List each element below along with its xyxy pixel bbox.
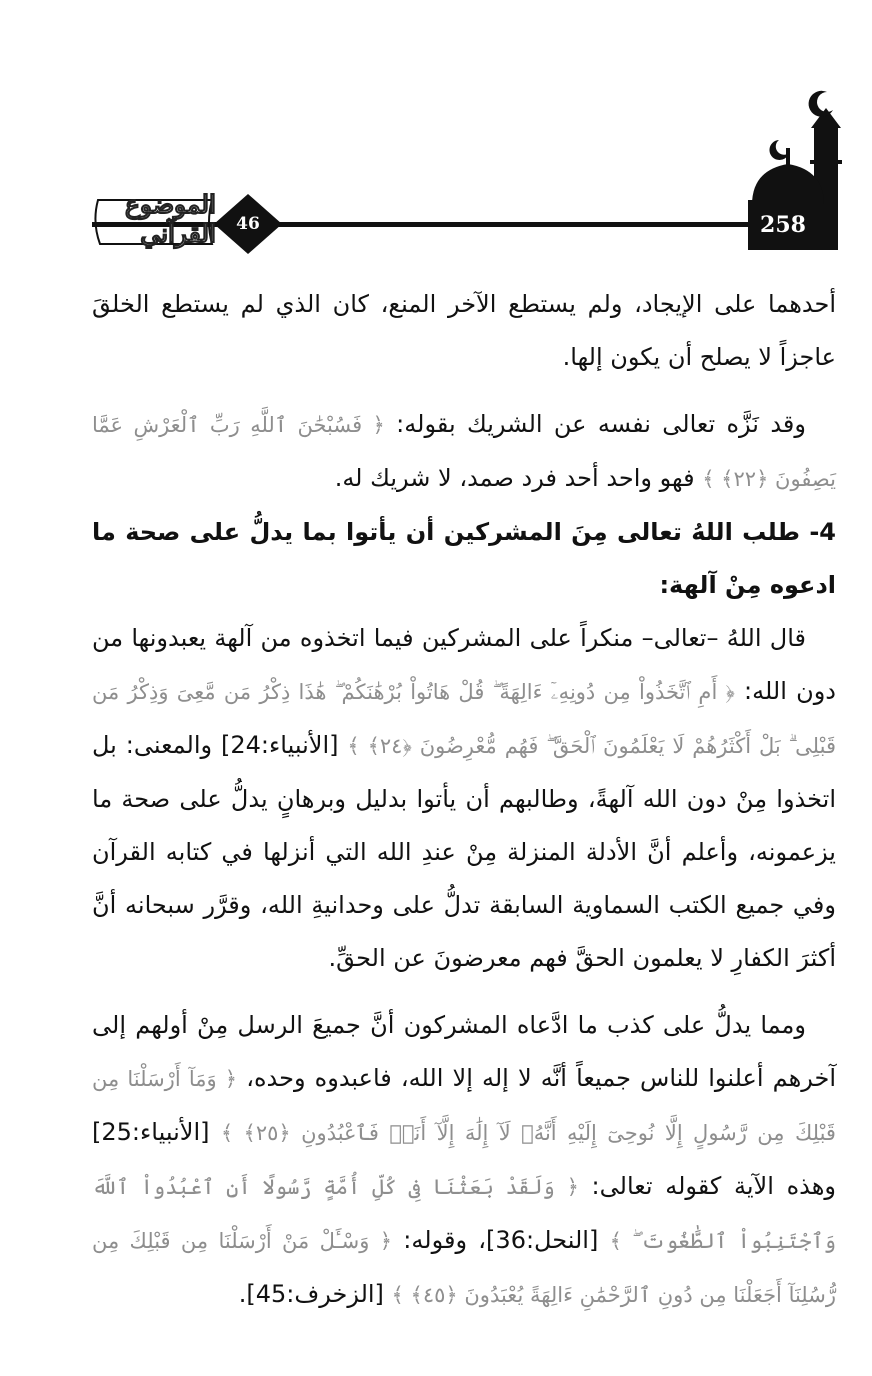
section-number: 46: [236, 214, 260, 234]
quran-verse: ﴿ وَلَقَدْ بَعَثْنَا فِى كُلِّ أُمَّةٍ رَّسُولًا أَنِ ٱعْبُدُواْ ٱللَّهَ وَٱجْتَنِبُواْ ٱلطَّٰغُوتَ ۖ ﴾: [92, 1175, 837, 1253]
quran-verse: ﴿ وَسْـَٔلْ مَنْ أَرْسَلْنَا مِن قَبْلِكَ مِن رُّسُلِنَآ أَجَعَلْنَا مِن دُونِ ٱلرَّحْمَٰنِ ءَالِهَةً يُعْبَدُونَ ﴿٤٥﴾ ﴾: [92, 1229, 836, 1307]
paragraph-2-tail: فهو واحد أحد فرد صمد، لا شريك له.: [334, 464, 703, 492]
page-number: 258: [760, 212, 806, 238]
verse-reference: [الزخرف:45].: [238, 1280, 392, 1308]
page-body: [92, 278, 836, 1322]
quran-verse: ﴿ وَمَآ أَرْسَلْنَا مِن قَبْلِكَ مِن رَّسُولٍ إِلَّا نُوحِىٓ إِلَيْهِ أَنَّهُۥ لَآ إِلَٰهَ إِلَّآ أَنَا۠ فَٱعْبُدُونِ ﴿٢٥﴾ ﴾: [92, 1067, 836, 1145]
paragraph-3-tail: [الأنبياء:24] والمعنى: بل اتخذوا مِنْ دون الله آلهةً، وطالبهم أن يأتوا بدليل وبرهانٍ يدلُّ على صحة ما يزعمونه، وأعلم أنَّ الأدلة المنزلة مِنْ عندِ الله التي أنزلها في كتابه القرآن وفي جميع الكتب السماوية السابقة تدلُّ على وحدانيةِ الله، وقرَّر سبحانه أنَّ أكثرَ الكفارِ لا يعلمون الحقَّ فهم معرضونَ عن الحقِّ.: [92, 731, 836, 972]
paragraph-1: أحدهما على الإيجاد، ولم يستطع الآخر المنع، كان الذي لم يستطع الخلقَ عاجزاً لا يصلح أن يكون إلها.: [92, 290, 836, 371]
paragraph-2-text: وقد نَزَّه تعالى نفسه عن الشريك بقوله:: [384, 410, 806, 438]
paragraph-4: [92, 999, 836, 1322]
verse-reference: [الأنبياء:25] وهذه الآية كقوله تعالى:: [92, 1118, 837, 1200]
verse-reference: [النحل:36]، وقوله:: [392, 1226, 610, 1254]
book-title: الموضوع القرآني: [125, 190, 216, 248]
quran-verse: ﴿ فَسُبْحَٰنَ ٱللَّهِ رَبِّ ٱلْعَرْشِ عَمَّا يَصِفُونَ ﴿٢٢﴾ ﴾: [92, 413, 836, 491]
quran-verse: ﴿ أَمِ ٱتَّخَذُواْ مِن دُونِهِۦٓ ءَالِهَةً ۖ قُلْ هَاتُواْ بُرْهَٰنَكُمْ ۖ هَٰذَا ذِكْرُ مَن مَّعِىَ وَذِكْرُ مَن قَبْلِى ۗ بَلْ أَكْثَرُهُمْ لَا يَعْلَمُونَ ٱلْحَقَّ ۖ فَهُم مُّعْرِضُونَ ﴿٢٤﴾ ﴾: [92, 680, 836, 758]
section-heading: 4- طلب اللهُ تعالى مِنَ المشركين أن يأتوا بما يدلُّ على صحة ما ادعوه مِنْ آلهة:: [92, 518, 836, 599]
paragraph-4-text: ومما يدلُّ على كذب ما ادَّعاه المشركون أنَّ جميعَ الرسل مِنْ أولهم إلى آخرهم أعلنوا للناس جميعاً أنَّه لا إله إلا الله، فاعبدوه وحده،: [92, 1011, 836, 1092]
page-header: [0, 0, 872, 270]
dome-icon: [752, 140, 824, 205]
paragraph-3-text: قال اللهُ –تعالى– منكراً على المشركين فيما اتخذوه من آلهة يعبدونها من دون الله:: [92, 624, 836, 705]
paragraph-2: [92, 398, 836, 506]
paragraph-3: [92, 612, 836, 985]
